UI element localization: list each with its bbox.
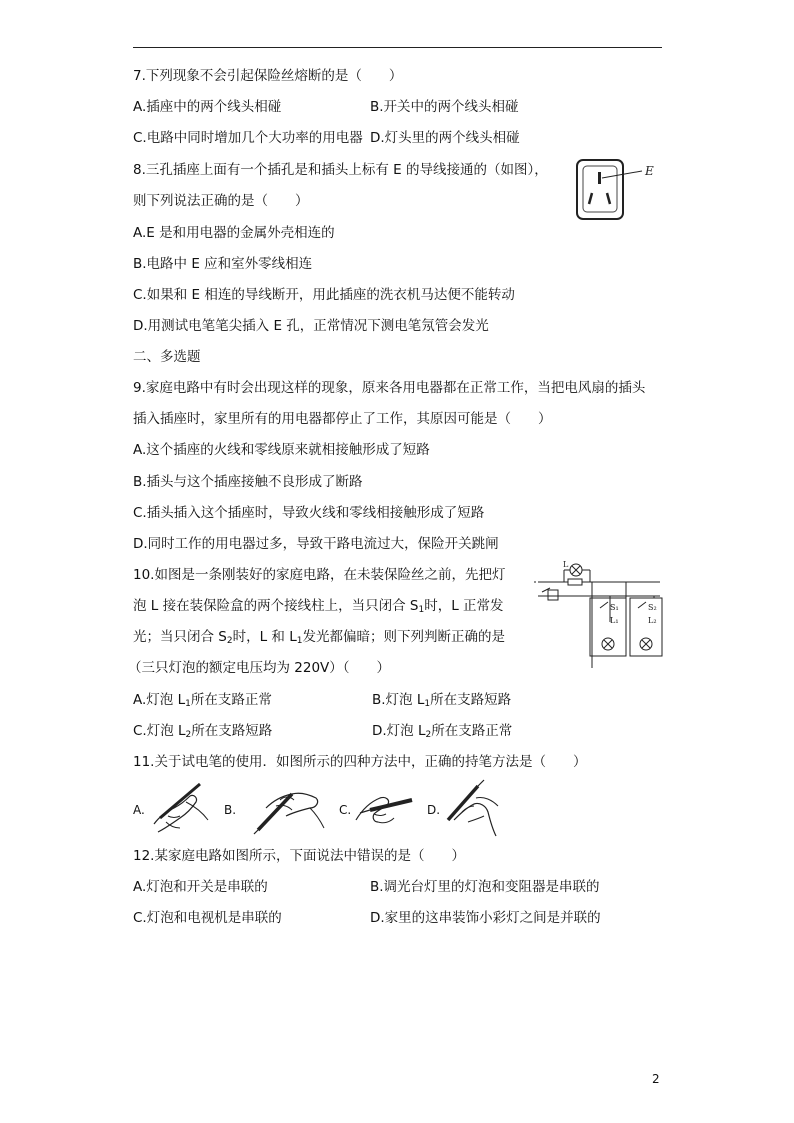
three-hole-socket-figure [574,156,666,224]
socket-e-label: E [645,164,654,178]
q12-option-b: B.调光台灯里的灯泡和变阻器是串联的 [370,879,600,895]
q12-stem: 12.某家庭电路如图所示，下面说法中错误的是（ ） [133,848,465,864]
q8-option-d: D.用测试电笔笔尖插入 E 孔，正常情况下测电笔氖管会发光 [133,318,489,334]
svg-text:S₂: S₂ [648,603,657,612]
q9-stem-line1: 9.家庭电路中有时会出现这样的现象，原来各用电器都在正常工作，当把电风扇的插头 [133,380,646,396]
svg-text:L: L [563,560,569,569]
q8-option-b: B.电路中 E 应和室外零线相连 [133,256,313,272]
q10-stem-line1: 10.如图是一条刚装好的家庭电路，在未装保险丝之前，先把灯 [133,567,506,583]
q10-option-d: D.灯泡 $L_2$所在支路正常 [372,723,513,740]
q7-option-a: A.插座中的两个线头相碰 [133,99,282,115]
q12-option-a: A.灯泡和开关是串联的 [133,879,268,895]
pen-hold-figure-c [352,780,418,832]
page-number: 2 [652,1072,660,1086]
section-heading: 二、多选题 [133,349,201,365]
q7-stem: 7.下列现象不会引起保险丝熔断的是（ ） [133,68,403,84]
svg-text:S₁: S₁ [610,603,619,612]
q10-option-b: B.灯泡 $L_1$所在支路短路 [372,692,512,709]
q12-option-c: C.灯泡和电视机是串联的 [133,910,282,926]
q12-option-d: D.家里的这串装饰小彩灯之间是并联的 [370,910,601,926]
q8-option-a: A.E 是和用电器的金属外壳相连的 [133,225,335,241]
q8-option-c: C.如果和 E 相连的导线断开，用此插座的洗衣机马达便不能转动 [133,287,515,303]
q10-option-a: A.灯泡 $L_1$所在支路正常 [133,692,272,709]
pen-hold-figure-d [440,776,504,838]
pen-hold-figure-a [146,778,210,836]
q11-stem: 11.关于试电笔的使用．如图所示的四种方法中，正确的持笔方法是（ ） [133,754,587,770]
q8-stem-line2: 则下列说法正确的是（ ） [133,193,309,209]
q10-stem-line4: （三只灯泡的额定电压均为 220V）（ ） [128,660,391,676]
q9-option-a: A.这个插座的火线和零线原来就相接触形成了短路 [133,442,430,458]
q9-stem-line2: 插入插座时，家里所有的用电器都停止了工作，其原因可能是（ ） [133,411,552,427]
q11-label-a: A. [133,803,145,817]
q7-option-c: C.电路中同时增加几个大功率的用电器 [133,130,363,146]
svg-text:L₂: L₂ [648,616,657,625]
q7-option-b: B.开关中的两个线头相碰 [370,99,519,115]
q10-stem-line2: 泡 L 接在装保险盒的两个接线柱上，当只闭合 $S_1$时，L 正常发 [133,598,504,615]
q9-option-c: C.插头插入这个插座时，导致火线和零线相接触形成了短路 [133,505,485,521]
header-rule [133,47,662,48]
svg-text:L₁: L₁ [610,616,619,625]
q11-label-c: C. [339,803,352,817]
household-circuit-figure [530,560,664,672]
q11-label-b: B. [224,803,237,817]
q8-stem-line1: 8.三孔插座上面有一个插孔是和插头上标有 E 的导线接通的（如图）， [133,162,548,178]
q7-option-d: D.灯头里的两个线头相碰 [370,130,520,146]
q10-stem-line3: 光；当只闭合 $S_2$时，L 和 $L_1$发光都偏暗；则下列判断正确的是 [133,629,505,646]
pen-hold-figure-b [236,778,326,836]
q9-option-d: D.同时工作的用电器过多，导致干路电流过大，保险开关跳闸 [133,536,499,552]
q10-option-c: C.灯泡 $L_2$所在支路短路 [133,723,273,740]
q9-option-b: B.插头与这个插座接触不良形成了断路 [133,474,363,490]
q11-label-d: D. [427,803,441,817]
